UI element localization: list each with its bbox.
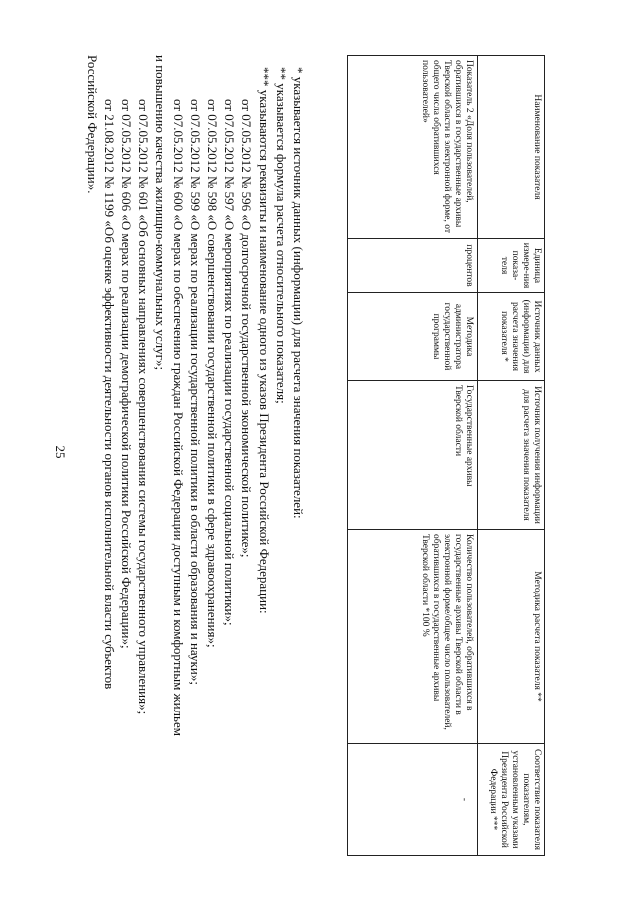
footnote-line: от 07.05.2012 № 599 «О мерах по реализации государственной политики в области образования и науки»; <box>187 99 203 685</box>
footnote-line: * указывается источник данных (информации) для расчета значения показателей: <box>291 67 306 519</box>
footnotes <box>83 55 307 855</box>
header-indicator-name: Наименование показателя <box>478 56 545 239</box>
header-data-source: Источник данных (информации) для расчета значения показателя * <box>478 293 545 381</box>
cell-presidential-decree-match: - <box>348 744 478 856</box>
indicator-table <box>347 55 545 856</box>
table-header-row <box>478 56 545 856</box>
header-presidential-decree-match: Соответствие показателя показателям, установленным указами Президента Российской Федерации *** <box>478 744 545 856</box>
footnote-line: от 07.05.2012 № 596 «О долгосрочной государственной экономической политике»; <box>239 99 255 558</box>
footnote-line: от 07.05.2012 № 600 «О мерах по обеспечению граждан Российской Федерации доступным и комфортным жильем <box>170 99 186 736</box>
page-number: 25 <box>53 445 68 459</box>
footnote-line: Российской Федерации». <box>84 55 100 194</box>
footnote-line: от 07.05.2012 № 606 «О мерах по реализации демографической политики Российской Федерации»; <box>118 99 134 649</box>
footnote-line: ** указывается формула расчета относительного показателя; <box>273 67 289 404</box>
footnote-line: от 07.05.2012 № 601 «Об основных направлениях совершенствования системы государственного управления»; <box>136 99 152 715</box>
footnote-line: *** указываются реквизиты и наименование одного из указов Президента Российской Федерации: <box>256 67 272 614</box>
rotated-page-content <box>80 55 545 855</box>
footnote-line: и повышению качества жилищно-коммунальных услуг»; <box>153 55 169 371</box>
cell-calculation-method: Количество пользователей, обратившихся в государственные архивы Тверской области в электронной форме/общее число пользователей, обратившихся в государственные архивы Тверской области *100 % <box>348 530 478 744</box>
footnote-line: от 07.05.2012 № 597 «О мероприятиях по реализации государственной социальной политики»; <box>222 99 238 626</box>
footnote-line: от 21.08.2012 № 1199 «Об оценке эффективности деятельности органов исполнительной власти субъектов <box>101 99 117 690</box>
header-unit: Единица измере-ния показа-теля <box>478 239 545 293</box>
footnote-line: от 07.05.2012 № 598 «О совершенствовании государственной политики в сфере здравоохранения»; <box>204 99 220 648</box>
cell-indicator-name: Показатель 2 «Доля пользователей, обратившихся в государственные архивы Тверской области в электронной форме, от общего числа обратившихся пользователей» <box>348 56 478 239</box>
cell-data-source: Методика администратора государственной программы <box>348 293 478 381</box>
cell-info-source: Государственные архивы Тверской области <box>348 381 478 530</box>
header-calculation-method: Методика расчета показателя ** <box>478 530 545 744</box>
header-info-source: Источник получения информации для расчета значения показателя <box>478 381 545 530</box>
table-row <box>348 56 478 856</box>
cell-unit: процентов <box>348 239 478 293</box>
